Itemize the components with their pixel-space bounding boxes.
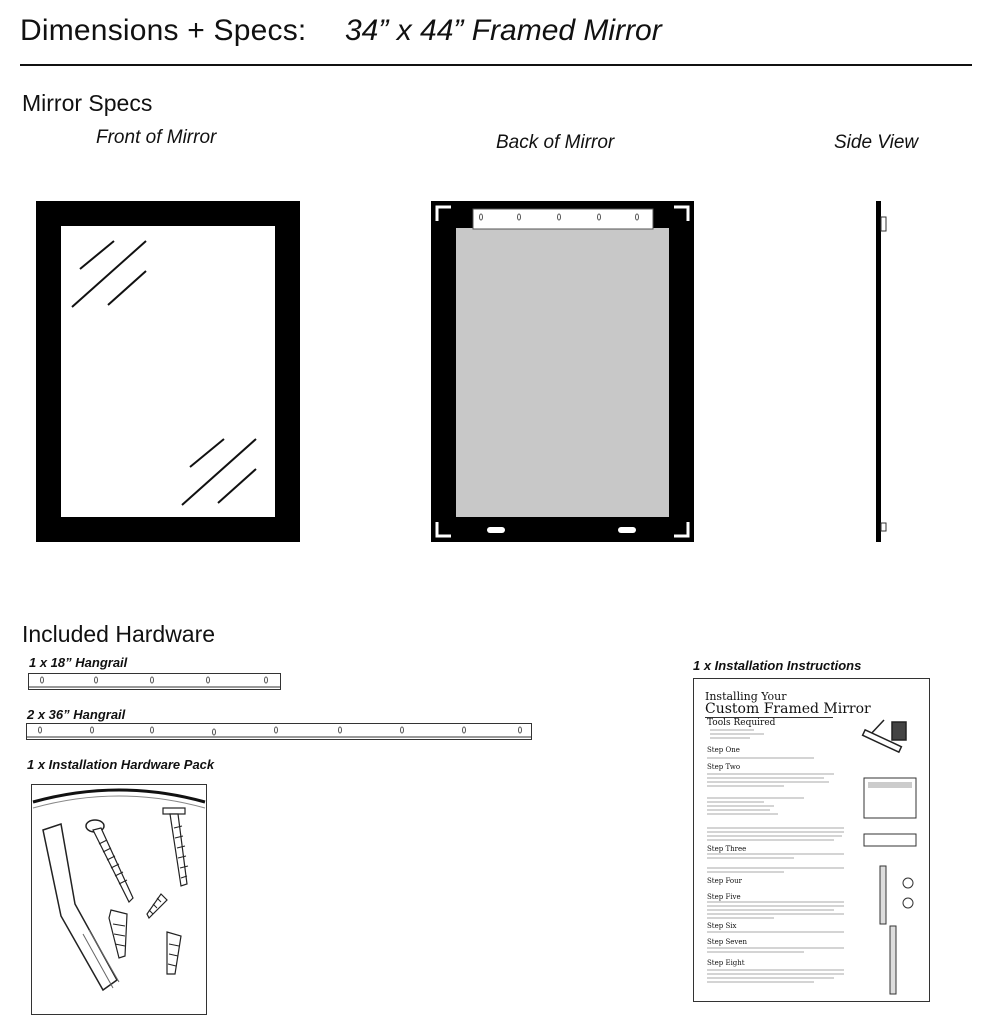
- back-mirror-drawing: [431, 201, 694, 542]
- front-view-label: Front of Mirror: [96, 127, 217, 148]
- product-name: 34” x 44” Framed Mirror: [345, 14, 662, 47]
- hangrail-18-label: 1 x 18” Hangrail: [29, 655, 128, 670]
- instructions-step-8: Step Eight: [707, 959, 745, 967]
- side-view-label: Side View: [834, 132, 919, 153]
- instructions-title-line1: Installing Your: [705, 690, 787, 703]
- included-hardware-heading: Included Hardware: [22, 621, 216, 647]
- hangrail-18-drawing: [28, 673, 281, 691]
- hangrail-36-label: 2 x 36” Hangrail: [27, 707, 126, 722]
- page-title-label: Dimensions + Specs:: [20, 14, 307, 47]
- header-divider: [20, 64, 972, 66]
- diagram-frame-2: [864, 834, 916, 846]
- side-bumper: [881, 523, 886, 531]
- instructions-fine-print: [694, 728, 929, 1000]
- bottom-bumper-left: [487, 527, 505, 533]
- instructions-title-line2: Custom Framed Mirror: [705, 701, 871, 717]
- bottom-bumper-right: [618, 527, 636, 533]
- front-mirror-drawing: [36, 201, 300, 542]
- side-profile: [876, 201, 881, 542]
- mirror-specs-heading: Mirror Specs: [22, 90, 153, 116]
- instructions-step-6: Step Six: [707, 922, 737, 930]
- instructions-step-4: Step Four: [707, 877, 742, 885]
- instructions-tools: Tools Required: [707, 718, 776, 728]
- side-view-drawing: [872, 201, 892, 542]
- hardware-pack-label: 1 x Installation Hardware Pack: [27, 757, 215, 772]
- hangrail-36-drawing: [26, 723, 532, 741]
- instructions-label: 1 x Installation Instructions: [693, 658, 862, 673]
- instructions-step-3: Step Three: [707, 845, 747, 853]
- back-view-label: Back of Mirror: [496, 132, 615, 153]
- back-panel: [456, 228, 669, 517]
- instructions-step-1: Step One: [707, 746, 740, 754]
- hardware-pack-drawing: [31, 784, 207, 1016]
- instructions-step-7: Step Seven: [707, 938, 748, 946]
- front-glass: [61, 226, 275, 517]
- side-hanger-top: [881, 217, 886, 231]
- instructions-step-2: Step Two: [707, 763, 741, 771]
- back-hangrail: [473, 209, 653, 229]
- diagram-side-2: [890, 926, 896, 994]
- instructions-step-5: Step Five: [707, 893, 741, 901]
- diagram-side-1: [880, 866, 886, 924]
